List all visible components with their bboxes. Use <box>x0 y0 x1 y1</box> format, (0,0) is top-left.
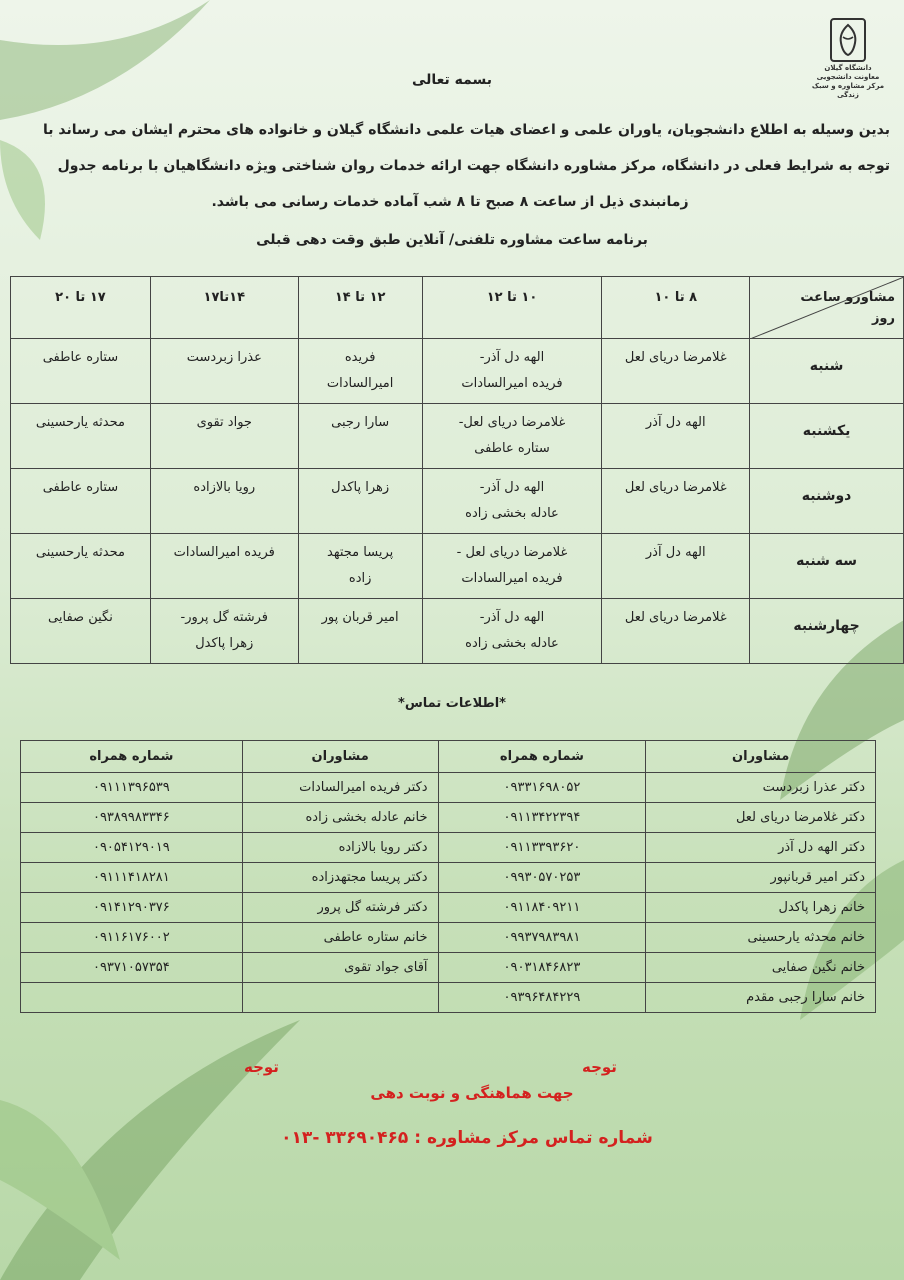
counselor-name: دکتر پریسا مجتهدزاده <box>242 863 438 893</box>
counselor-name: الهه دل آذر <box>645 415 706 430</box>
schedule-title: برنامه ساعت مشاوره تلفنی/ آنلاین طبق وقت دهی قبلی <box>256 232 648 248</box>
counselor-name: خانم نگین صفایی <box>646 953 876 983</box>
schedule-cell <box>150 599 298 664</box>
counselor-name: دکتر الهه دل آذر <box>646 833 876 863</box>
counselor-name: زاده <box>348 571 372 586</box>
intro-line: بدین وسیله به اطلاع دانشجویان، یاوران علمی و اعضای هیات علمی دانشگاه گیلان و خانواده های محترم ایشان می رساند با <box>43 122 890 138</box>
counselor-name <box>242 983 438 1013</box>
intro-paragraph <box>10 112 890 220</box>
counselor-name: الهه دل آذر- <box>479 350 545 365</box>
counselor-name: عذرا زبردست <box>186 350 262 365</box>
counselor-name: عادله بخشی زاده <box>465 506 559 521</box>
phone-number: ۰۹۹۳۷۹۸۳۹۸۱ <box>438 923 646 953</box>
time-slot-header: ۸ تا ۱۰ <box>602 277 750 339</box>
counselor-name: دکتر امیر قربانپور <box>646 863 876 893</box>
counselor-name: الهه دل آذر- <box>479 480 545 495</box>
phone-number: ۰۹۱۱۸۴۰۹۲۱۱ <box>438 893 646 923</box>
schedule-cell <box>602 534 750 599</box>
phone-number: ۰۹۳۷۱۰۵۷۳۵۴ <box>21 953 243 983</box>
schedule-cell <box>422 469 602 534</box>
counselor-name: زهرا پاکدل <box>331 480 390 495</box>
phone-number: ۰۹۰۵۴۱۲۹۰۱۹ <box>21 833 243 863</box>
corner-label-top: مشاورو ساعت <box>800 290 895 305</box>
counselor-name: غلامرضا دریای لعل <box>624 350 727 365</box>
time-slot-header: ۱۴تا۱۷ <box>150 277 298 339</box>
phone-number: ۰۹۱۱۳۳۹۳۶۲۰ <box>438 833 646 863</box>
counselor-name: ستاره عاطفی <box>42 350 119 365</box>
counselor-name: دکتر عذرا زبردست <box>646 773 876 803</box>
counselor-name: ستاره عاطفی <box>474 441 550 456</box>
contacts-row <box>21 863 876 893</box>
schedule-cell <box>298 404 422 469</box>
schedule-cell <box>298 599 422 664</box>
schedule-cell <box>602 404 750 469</box>
intro-line: زمانبندی ذیل از ساعت ۸ صبح تا ۸ شب آماده خدمات رسانی می باشد. <box>211 194 689 210</box>
contacts-header: مشاوران <box>242 741 438 773</box>
phone-number: ۰۹۱۱۶۱۷۶۰۰۲ <box>21 923 243 953</box>
schedule-cell <box>298 339 422 404</box>
university-emblem-icon <box>830 18 866 62</box>
counselor-name: نگین صفایی <box>48 610 113 625</box>
schedule-cell <box>11 534 151 599</box>
attention-note-right: توجه <box>582 1058 617 1076</box>
phone-number: ۰۹۱۴۱۲۹۰۳۷۶ <box>21 893 243 923</box>
counselor-name: فریده امیرالسادات <box>461 376 563 391</box>
phone-number: ۰۹۳۸۹۹۸۳۳۴۶ <box>21 803 243 833</box>
schedule-cell <box>150 534 298 599</box>
schedule-table <box>10 276 904 664</box>
counselor-name: غلامرضا دریای لعل- <box>458 415 566 430</box>
counselor-name: سارا رجبی <box>331 415 390 430</box>
schedule-row <box>11 339 904 404</box>
coordination-note: جهت هماهنگی و نوبت دهی <box>370 1084 574 1102</box>
counselor-name: غلامرضا دریای لعل <box>624 610 727 625</box>
contacts-row <box>21 923 876 953</box>
counselor-name: خانم سارا رجبی مقدم <box>646 983 876 1013</box>
counselor-name: خانم ستاره عاطفی <box>242 923 438 953</box>
contacts-row <box>21 953 876 983</box>
contacts-table <box>20 740 876 1013</box>
schedule-cell <box>11 339 151 404</box>
counselor-name: غلامرضا دریای لعل - <box>456 545 568 560</box>
contacts-row <box>21 773 876 803</box>
logo-line-1: دانشگاه گیلان <box>824 64 872 72</box>
phone-number: ۰۹۳۳۱۶۹۸۰۵۲ <box>438 773 646 803</box>
counselor-name: دکتر فرشته گل پرور <box>242 893 438 923</box>
phone-number: ۰۹۱۱۳۴۲۲۳۹۴ <box>438 803 646 833</box>
bismillah-heading: بسمه تعالی <box>411 72 493 88</box>
corner-label-bottom: روز <box>871 311 895 326</box>
schedule-day: چهارشنبه <box>750 599 904 664</box>
contacts-row <box>21 983 876 1013</box>
counselor-name: آقای جواد تقوی <box>242 953 438 983</box>
counselor-name: جواد تقوی <box>196 415 252 430</box>
counselor-name: زهرا پاکدل <box>195 636 254 651</box>
logo-line-3: مرکز مشاوره و سبک زندگی <box>811 82 885 99</box>
contacts-row <box>21 803 876 833</box>
counselor-name: فریده امیرالسادات <box>173 545 275 560</box>
schedule-row <box>11 404 904 469</box>
schedule-cell <box>422 599 602 664</box>
schedule-row <box>11 469 904 534</box>
contacts-header: شماره همراه <box>438 741 646 773</box>
counselor-name: خانم عادله بخشی زاده <box>242 803 438 833</box>
counselor-name: خانم محدثه یارحسینی <box>646 923 876 953</box>
logo-line-2: معاونت دانشجویی <box>816 73 880 81</box>
schedule-cell <box>298 534 422 599</box>
counselor-name: عادله بخشی زاده <box>465 636 559 651</box>
schedule-cell <box>422 404 602 469</box>
counselor-name: محدثه یارحسینی <box>35 545 125 560</box>
schedule-corner-header <box>750 277 904 339</box>
schedule-cell <box>422 534 602 599</box>
counselor-name: محدثه یارحسینی <box>35 415 125 430</box>
phone-number: ۰۹۳۹۶۴۸۴۲۲۹ <box>438 983 646 1013</box>
time-slot-header: ۱۷ تا ۲۰ <box>11 277 151 339</box>
counselor-name: دکتر فریده امیرالسادات <box>242 773 438 803</box>
contact-info-title: *اطلاعات تماس* <box>398 696 506 711</box>
counselor-name: فریده <box>344 350 376 365</box>
schedule-cell <box>11 469 151 534</box>
phone-number: ۰۹۹۳۰۵۷۰۲۵۳ <box>438 863 646 893</box>
counselor-name: الهه دل آذر- <box>479 610 545 625</box>
counselor-name: فریده امیرالسادات <box>461 571 563 586</box>
schedule-day: شنبه <box>750 339 904 404</box>
counselor-name: فرشته گل پرور- <box>180 610 269 625</box>
counselor-name: امیر قربان پور <box>321 610 399 625</box>
schedule-cell <box>150 339 298 404</box>
counselor-name: غلامرضا دریای لعل <box>624 480 727 495</box>
intro-line: توجه به شرایط فعلی در دانشگاه، مرکز مشاوره دانشگاه جهت ارائه خدمات روان شناختی ویژه دانشگاهیان با برنامه جدول <box>57 158 890 174</box>
contacts-header: شماره همراه <box>21 741 243 773</box>
time-slot-header: ۱۲ تا ۱۴ <box>298 277 422 339</box>
schedule-day: سه شنبه <box>750 534 904 599</box>
schedule-cell <box>602 339 750 404</box>
attention-note-left: توجه <box>244 1058 279 1076</box>
counselor-name: امیرالسادات <box>326 376 394 391</box>
schedule-day: یکشنبه <box>750 404 904 469</box>
schedule-row <box>11 534 904 599</box>
schedule-cell <box>298 469 422 534</box>
phone-number: ۰۹۱۱۱۴۱۸۲۸۱ <box>21 863 243 893</box>
counselor-name: خانم زهرا پاکدل <box>646 893 876 923</box>
contacts-row <box>21 893 876 923</box>
schedule-row <box>11 599 904 664</box>
phone-number <box>21 983 243 1013</box>
center-phone-number: شماره تماس مرکز مشاوره : ۳۳۶۹۰۴۶۵ -۰۱۳ <box>281 1128 653 1148</box>
counselor-name: الهه دل آذر <box>645 545 706 560</box>
contacts-row <box>21 833 876 863</box>
phone-number: ۰۹۰۳۱۸۴۶۸۲۳ <box>438 953 646 983</box>
schedule-cell <box>422 339 602 404</box>
time-slot-header: ۱۰ تا ۱۲ <box>422 277 602 339</box>
counselor-name: ستاره عاطفی <box>42 480 119 495</box>
schedule-day: دوشنبه <box>750 469 904 534</box>
schedule-cell <box>11 599 151 664</box>
schedule-cell <box>602 469 750 534</box>
counselor-name: رویا بالازاده <box>193 480 256 495</box>
schedule-cell <box>150 469 298 534</box>
contacts-header: مشاوران <box>646 741 876 773</box>
schedule-cell <box>11 404 151 469</box>
counselor-name: دکتر غلامرضا دریای لعل <box>646 803 876 833</box>
phone-number: ۰۹۱۱۱۳۹۶۵۳۹ <box>21 773 243 803</box>
counselor-name: دکتر رویا بالازاده <box>242 833 438 863</box>
schedule-cell <box>150 404 298 469</box>
schedule-cell <box>602 599 750 664</box>
counselor-name: پریسا مجتهد <box>327 545 394 560</box>
